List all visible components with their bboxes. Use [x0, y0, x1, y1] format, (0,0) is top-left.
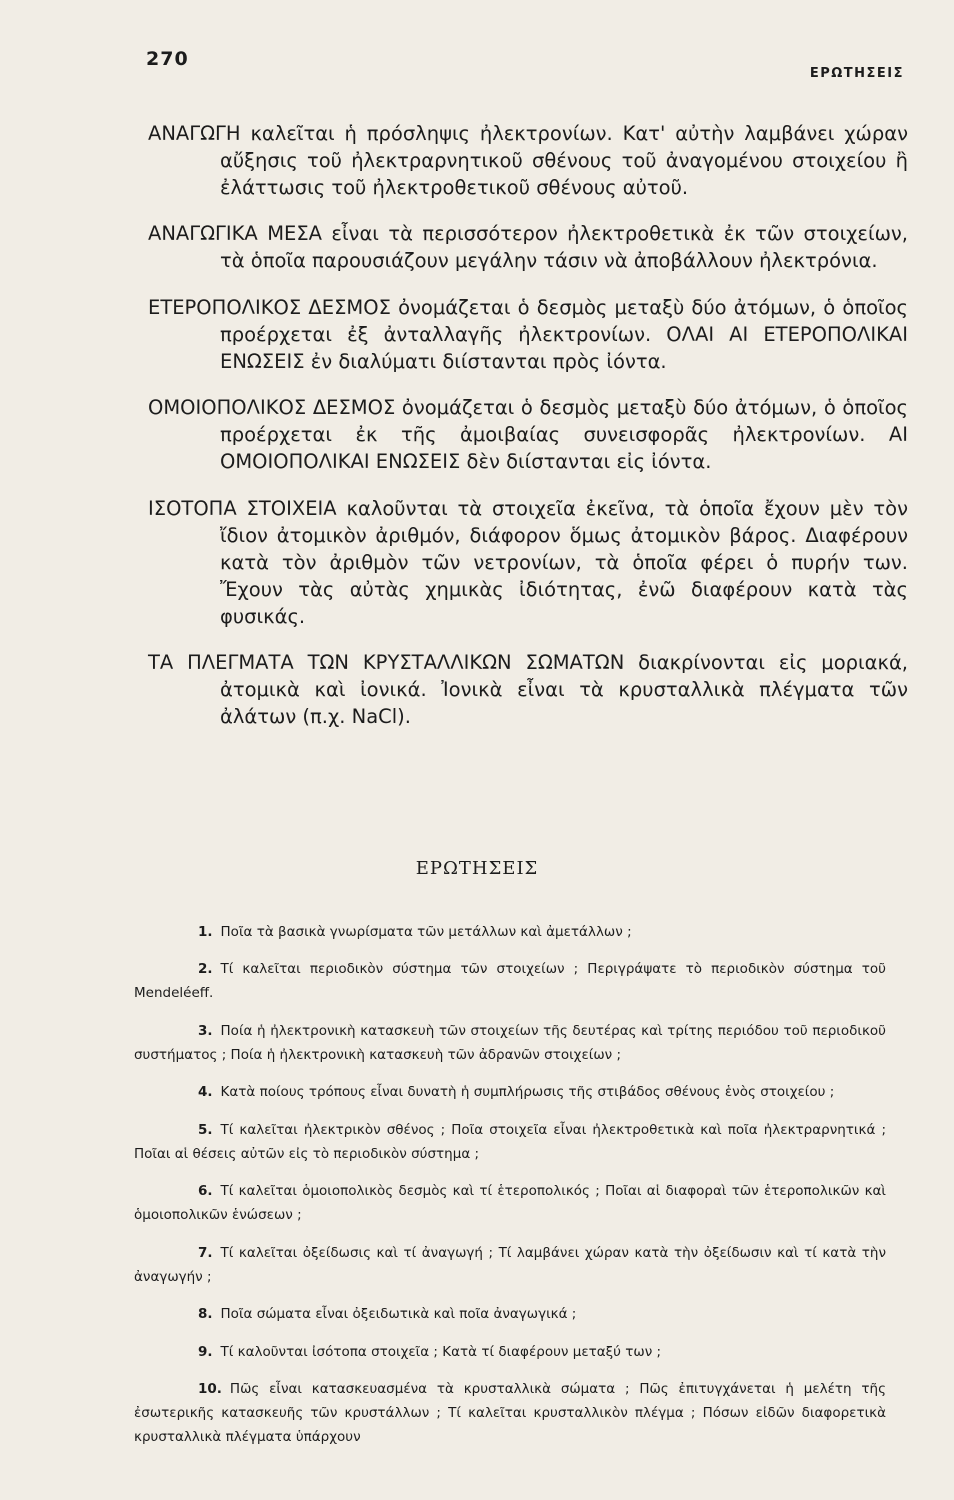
definitions-list	[148, 100, 908, 734]
question-number: 7.	[198, 1244, 213, 1261]
definition-paragraph: ΙΣΟΤΟΠΑ ΣΤΟΙΧΕΙΑ καλοῦνται τὰ στοιχεῖα ἐκεῖνα, τὰ ὁποῖα ἔχουν μὲν τὸν ἴδιον ἀτομικὸν ἀριθμόν, διάφορον ὅμως ἀτομικὸν βάρος. Διαφέρουν κατὰ τὸν ἀριθμὸν τῶν νετρονίων, τὰ ὁποῖα φέρει ὁ πυρήν των. Ἔχουν τὰς αὐτὰς χημικὰς ἰδιότητας, ἐνῶ διαφέρουν κατὰ τὰς φυσικάς.	[148, 496, 908, 628]
section-title: ΕΡΩΤΗΣΕΙΣ	[415, 858, 539, 879]
definition-paragraph: ΕΤΕΡΟΠΟΛΙΚΟΣ ΔΕΣΜΟΣ ὀνομάζεται ὁ δεσμὸς μεταξὺ δύο ἀτόμων, ὁ ὁποῖος προέρχεται ἐξ ἀνταλλαγῆς ἠλεκτρονίων. ΟΛΑΙ ΑΙ ΕΤΕΡΟΠΟΛΙΚΑΙ ΕΝΩΣΕΙΣ ἐν διαλύματι διίστανται πρὸς ἰόντα.	[148, 295, 908, 373]
definition-paragraph: ΑΝΑΓΩΓΗ καλεῖται ἡ πρόσληψις ἠλεκτρονίων. Κατ' αὐτὴν λαμβάνει χώραν αὔξησις τοῦ ἠλεκτραρνητικοῦ σθένους τοῦ ἀναγομένου στοιχείου ἢ ἐλάττωσις τοῦ ἠλεκτροθετικοῦ σθένους αὐτοῦ.	[148, 121, 908, 199]
definition-paragraph: ΑΝΑΓΩΓΙΚΑ ΜΕΣΑ εἶναι τὰ περισσότερον ἠλεκτροθετικὰ ἐκ τῶν στοιχείων, τὰ ὁποῖα παρουσιάζουν μεγάλην τάσιν νὰ ἀποβάλλουν ἠλεκτρόνια.	[148, 222, 908, 272]
question-item	[134, 1019, 886, 1067]
question-number: 1.	[198, 923, 213, 940]
question-item	[134, 1241, 886, 1289]
question-number: 8.	[198, 1306, 213, 1322]
running-head: ΕΡΩΤΗΣΕΙΣ	[809, 66, 904, 81]
question-number: 5.	[198, 1121, 213, 1138]
question-text: Τί καλεῖται ἠλεκτρικὸν σθένος ; Ποῖα στοιχεῖα εἶναι ἠλεκτροθετικὰ καὶ ποῖα ἠλεκτραρνητικά ; Ποῖαι αἱ θέσεις αὐτῶν εἰς τὸ περιοδικὸν σύστημα ;	[134, 1121, 886, 1162]
question-number: 2.	[198, 961, 213, 977]
definition-paragraph: ΤΑ ΠΛΕΓΜΑΤΑ ΤΩΝ ΚΡΥΣΤΑΛΛΙΚΩΝ ΣΩΜΑΤΩΝ διακρίνονται εἰς μοριακά, ἀτομικὰ καὶ ἰονικά. Ἰονικὰ εἶναι τὰ κρυσταλλικὰ πλέγματα τῶν ἀλάτων (π.χ. NaCl).	[148, 651, 908, 728]
question-text: Τί καλεῖται ὀξείδωσις καὶ τί ἀναγωγή ; Τί λαμβάνει χώραν κατὰ τὴν ὀξείδωσιν καὶ τί κατὰ τὴν ἀναγωγήν ;	[134, 1244, 886, 1285]
questions-list	[134, 906, 886, 1455]
question-item	[134, 1340, 886, 1364]
question-item	[134, 920, 886, 944]
question-item	[134, 957, 886, 1005]
question-item	[134, 1080, 886, 1104]
question-number: 3.	[198, 1022, 213, 1039]
question-item	[134, 1302, 886, 1326]
question-item	[134, 1179, 886, 1227]
question-number: 6.	[198, 1183, 213, 1199]
definition-paragraph: ΟΜΟΙΟΠΟΛΙΚΟΣ ΔΕΣΜΟΣ ὀνομάζεται ὁ δεσμὸς μεταξὺ δύο ἀτόμων, ὁ ὁποῖος προέρχεται ἐκ τῆς ἀμοιβαίας συνεισφορᾶς ἠλεκτρονίων. ΑΙ ΟΜΟΙΟΠΟΛΙΚΑΙ ΕΝΩΣΕΙΣ δὲν διίστανται εἰς ἰόντα.	[148, 396, 908, 473]
question-item	[134, 1377, 886, 1449]
question-text: Τί καλοῦνται ἰσότοπα στοιχεῖα ; Κατὰ τί διαφέρουν μεταξύ των ;	[220, 1343, 662, 1360]
page-number: 270	[146, 48, 189, 70]
question-text: Κατὰ ποίους τρόπους εἶναι δυνατὴ ἡ συμπλήρωσις τῆς στιβάδος σθένους ἑνὸς στοιχείου ;	[220, 1084, 835, 1100]
question-number: 9.	[198, 1343, 213, 1360]
question-text: Πῶς εἶναι κατασκευασμένα τὰ κρυσταλλικὰ σώματα ; Πῶς ἐπιτυγχάνεται ἡ μελέτη τῆς ἐσωτερικῆς κατασκευῆς τῶν κρυστάλλων ; Τί καλεῖται κρυσταλλικὸν πλέγμα ; Πόσων εἰδῶν διαφορετικὰ κρυσταλλικὰ πλέγματα ὑπάρχουν	[134, 1381, 886, 1445]
question-item	[134, 1118, 886, 1166]
question-text: Ποῖα τὰ βασικὰ γνωρίσματα τῶν μετάλλων καὶ ἀμετάλλων ;	[220, 923, 632, 940]
question-text: Ποῖα σώματα εἶναι ὀξειδωτικὰ καὶ ποῖα ἀναγωγικά ;	[220, 1306, 577, 1322]
question-text: Ποία ἡ ἠλεκτρονικὴ κατασκευὴ τῶν στοιχείων τῆς δευτέρας καὶ τρίτης περιόδου τοῦ περιοδικοῦ συστήματος ; Ποία ἡ ἠλεκτρονικὴ κατασκευὴ τῶν ἀδρανῶν στοιχείων ;	[134, 1022, 886, 1063]
question-number: 4.	[198, 1084, 213, 1100]
question-number: 10.	[198, 1381, 222, 1397]
question-text: Τί καλεῖται ὁμοιοπολικὸς δεσμὸς καὶ τί ἑτεροπολικός ; Ποῖαι αἱ διαφοραὶ τῶν ἑτεροπολικῶν καὶ ὁμοιοπολικῶν ἑνώσεων ;	[134, 1183, 886, 1223]
question-text: Τί καλεῖται περιοδικὸν σύστημα τῶν στοιχείων ; Περιγράψατε τὸ περιοδικὸν σύστημα τοῦ Mendeléeff.	[134, 961, 886, 1001]
